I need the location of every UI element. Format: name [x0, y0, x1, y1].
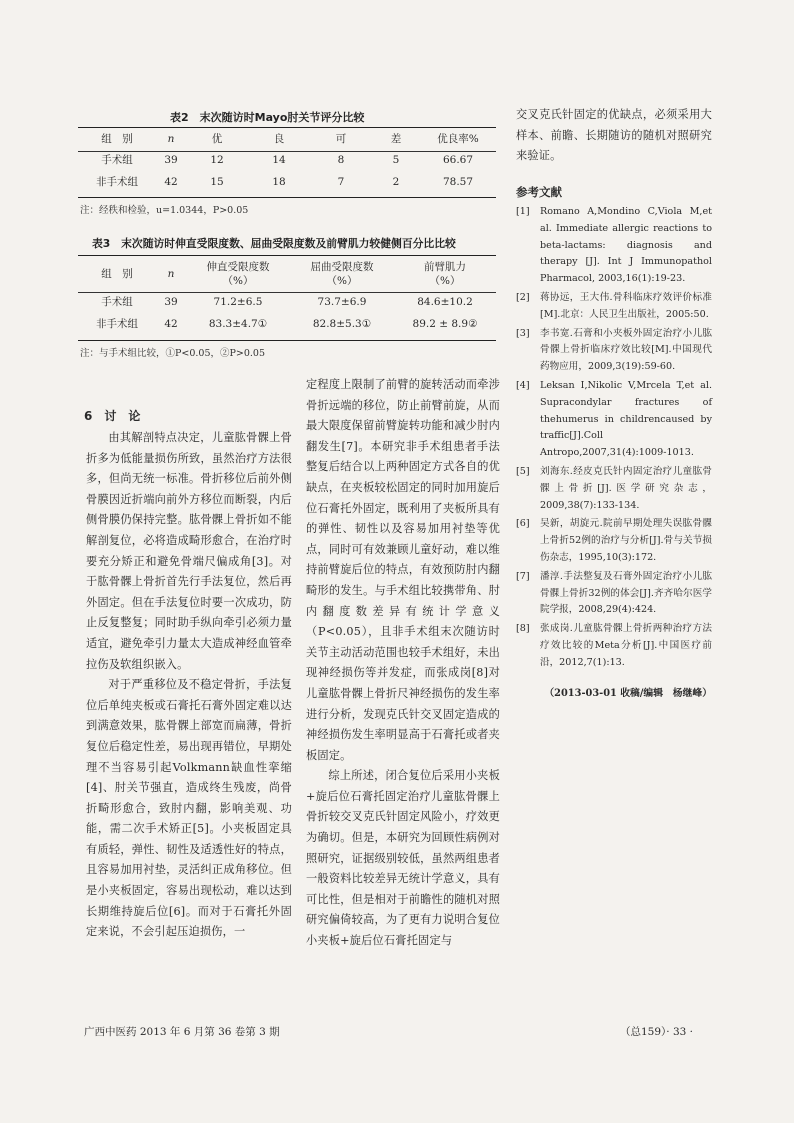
- table3-header-flexion: 屈曲受限度数 （%）: [310, 261, 374, 287]
- reference-item: [516, 569, 712, 619]
- table-row: [78, 171, 496, 193]
- reference-item: [516, 290, 712, 324]
- table-cell: 39: [164, 296, 178, 308]
- paragraph: 对于严重移位及不稳定骨折，手法复位后单纯夹板或石膏托石膏外固定难以达到满意效果，肱骨髁上部宽而扁薄，骨折复位后稳定性差，易出现再错位，早期处理不当容易引起Volkmann缺血性挛缩[4]、肘关节强直，造成终生残废，尚骨折畸形愈合，致肘内翻，影响美观、功能，需二次手术矫正[5]。小夹板固定具有质轻，弹性、韧性及适透性好的特点，且容易加用衬垫，灵活纠正成角移位。但是小夹板固定，容易出现松动，难以达到长期维持旋后位[6]。而对于石膏托外固定来说，不会引起压迫损伤，一: [86, 678, 292, 939]
- table3-header-strength: 前臂肌力 （%）: [424, 261, 466, 287]
- reference-text: 蒋协远，王大伟.骨科临床疗效评价标准[M].北京：人民卫生出版社，2005:50.: [540, 291, 712, 320]
- table-cell: 14: [272, 154, 286, 166]
- table-cell: 82.8±5.3①: [312, 318, 372, 330]
- table2-header-poor: 差: [390, 133, 402, 145]
- table3: [78, 257, 496, 335]
- reference-item: [516, 326, 712, 376]
- table-row: [78, 291, 496, 313]
- reference-number: [2]: [516, 291, 530, 303]
- reference-text: 李书宽.石膏和小夹板外固定治疗小儿肱骨髁上骨折临床疗效比较[M].中国现代药物应用，2009,3(19):59-60.: [540, 327, 712, 373]
- column-right-intro: [516, 105, 712, 167]
- reference-number: [5]: [516, 465, 530, 477]
- journal-footer: 广西中医药 2013 年 6 月第 36 卷第 3 期: [84, 1026, 280, 1038]
- table2-header-fair: 可: [335, 133, 347, 145]
- reference-text: 吴新，胡旋元.院前早期处理失误肱骨髁上骨折52例的治疗与分析[J].骨与关节损伤杂志，1995,10(3):172.: [540, 518, 712, 563]
- paragraph: 交叉克氏针固定的优缺点，必须采用大样本、前瞻、长期随访的随机对照研究来验证。: [516, 108, 712, 163]
- table2-header-good: 良: [273, 133, 285, 145]
- table-cell: 12: [210, 154, 224, 166]
- reference-number: [4]: [516, 379, 530, 391]
- reference-text: 张成岗.儿童肱骨髁上骨折两种治疗方法疗效比较的Meta分析[J].中国医疗前沿，2012,7(1):13.: [540, 623, 712, 668]
- reference-item: [516, 464, 712, 514]
- table-cell: 非手术组: [96, 176, 138, 188]
- table2-caption: 表2 末次随访时Mayo肘关节评分比较: [170, 111, 365, 124]
- references-list: [516, 204, 712, 702]
- table2-note: 注：经秩和检验，u=1.0344，P>0.05: [80, 205, 249, 216]
- reference-number: [1]: [516, 206, 530, 217]
- table2-top-rule: [78, 127, 496, 128]
- reference-item: [516, 621, 712, 671]
- received-note: （2013-03-01 收稿/编辑 杨继峰）: [544, 687, 712, 699]
- reference-number: [7]: [516, 570, 530, 582]
- table2-header-n: n: [167, 133, 175, 145]
- column-left: [86, 428, 292, 943]
- table-cell: 42: [164, 176, 178, 188]
- table3-note: 注：与手术组比较，①P<0.05，②P>0.05: [80, 348, 266, 359]
- table2-header-excellent: 优: [211, 133, 223, 145]
- table3-top-rule: [78, 255, 496, 256]
- table-cell: 8: [337, 154, 345, 166]
- reference-item: [516, 204, 712, 288]
- reference-text: Leksan I,Nikolic V,Mrcela T,et al. Supracondylar fractures of thehumerus in childrencaused by traffic[J].Coll Antropo,2007,31(4):1009-1013.: [540, 379, 712, 459]
- table3-header-n: n: [167, 268, 175, 280]
- table-cell: 66.67: [442, 154, 474, 166]
- column-middle: [306, 375, 500, 952]
- table2-header-rule: [78, 151, 496, 152]
- table-cell: 手术组: [101, 296, 133, 308]
- reference-number: [3]: [516, 327, 530, 339]
- table-cell: 78.57: [442, 176, 474, 188]
- table3-caption: 表3 末次随访时伸直受限度数、屈曲受限度数及前臂肌力较健侧百分比比较: [92, 237, 456, 250]
- table-cell: 15: [210, 176, 224, 188]
- table-cell: 42: [164, 318, 178, 330]
- table-row: [78, 149, 496, 171]
- table-cell: 71.2±6.5: [213, 296, 263, 308]
- table-cell: 73.7±6.9: [317, 296, 367, 308]
- table3-header-group: 组 别: [101, 268, 133, 280]
- references-heading: 参考文献: [516, 185, 562, 199]
- reference-number: [8]: [516, 623, 530, 635]
- table-cell: 5: [392, 154, 400, 166]
- section-heading: 6 讨 论: [84, 409, 141, 423]
- reference-number: [6]: [516, 518, 530, 530]
- table2: [78, 129, 496, 193]
- table3-header-extension: 伸直受限度数 （%）: [206, 261, 270, 287]
- reference-item: [516, 378, 712, 462]
- table2-header-group: 组 别: [101, 133, 133, 145]
- table-cell: 39: [164, 154, 178, 166]
- table-cell: 84.6±10.2: [417, 296, 473, 308]
- table-cell: 2: [392, 176, 400, 188]
- paragraph: 定程度上限制了前臂的旋转活动而牵涉骨折远端的移位，防止前臂前旋，从而最大限度保留前臂旋转功能和减少肘内翻发生[7]。本研究非手术组患者手法整复后结合以上两种固定方式各自的优缺点，在夹板较松固定的同时加用旋后位石膏托外固定，既利用了夹板所具有的弹性、韧性以及容易加用衬垫等优点，同时可有效兼顾儿童好动，难以维持前臂旋后位的特点，有效预防肘内翻畸形的发生。与手术组比较携带角、肘内翻度数差异有统计学意义（P<0.05），且非手术组末次随访时关节主动活动范围也较手术组好，未出现神经损伤等并发症，而张成岗[8]对儿童肱骨髁上骨折尺神经损伤的发生率进行分析，发现克氏针交叉固定造成的神经损伤发生率明显高于石膏托或者夹板固定。: [306, 378, 500, 762]
- table-cell: 89.2 ± 8.9②: [412, 318, 478, 330]
- paragraph: 由其解剖特点决定，儿童肱骨髁上骨折多为低能量损伤所致，虽然治疗方法很多，但尚无统一标准。骨折移位后前外侧骨膜因近折端向前外方移位而断裂，内后侧骨膜仍保持完整。肱骨髁上骨折如不能解剖复位，必将造成畸形愈合，在治疗时要充分矫正和避免骨端尺偏成角[3]。对于肱骨髁上骨折首先行手法复位，然后再外固定。但在手法复位时要一次成功，防止反复整复；同时助手纵向牵引必须力量适宜，避免牵引力量太大造成神经血管牵拉伤及软组织嵌入。: [86, 431, 292, 671]
- table3-bottom-rule: [78, 340, 496, 341]
- table-cell: 手术组: [101, 154, 133, 166]
- table3-header-rule: [78, 292, 496, 293]
- table-cell: 非手术组: [96, 318, 138, 330]
- table-cell: 83.3±4.7①: [208, 318, 268, 330]
- reference-item: [516, 516, 712, 566]
- reference-text: 刘海东.经皮克氏针内固定治疗儿童肱骨髁上骨折[J].医学研究杂志，2009,38(7):133-134.: [540, 465, 712, 511]
- reference-text: Romano A,Mondino C,Viola M,et al. Immediate allergic reactions to beta-lactams: diagnosis and therapy [J]. Int J Immunopathol Pharmacol, 2003,16(1):19-23.: [540, 206, 712, 285]
- table-cell: 18: [272, 176, 286, 188]
- table2-bottom-rule: [78, 197, 496, 198]
- table2-header-rate: 优良率%: [437, 133, 479, 145]
- table-row: [78, 313, 496, 335]
- reference-text: 潘淳.手法整复及石膏外固定治疗小儿肱骨髁上骨折32例的体会[J].齐齐哈尔医学院学报，2008,29(4):424.: [540, 570, 712, 616]
- page-number: （总159）· 33 ·: [620, 1026, 694, 1038]
- paragraph: 综上所述，闭合复位后采用小夹板+旋后位石膏托固定治疗儿童肱骨髁上骨折较交叉克氏针固定风险小，疗效更为确切。但是，本研究为回顾性病例对照研究，证据级别较低，虽然两组患者一般资料比较差异无统计学意义，具有可比性，但是相对于前瞻性的随机对照研究偏倚较高，为了更有力说明合复位小夹板+旋后位石膏托固定与: [306, 769, 500, 948]
- table-cell: 7: [337, 176, 345, 188]
